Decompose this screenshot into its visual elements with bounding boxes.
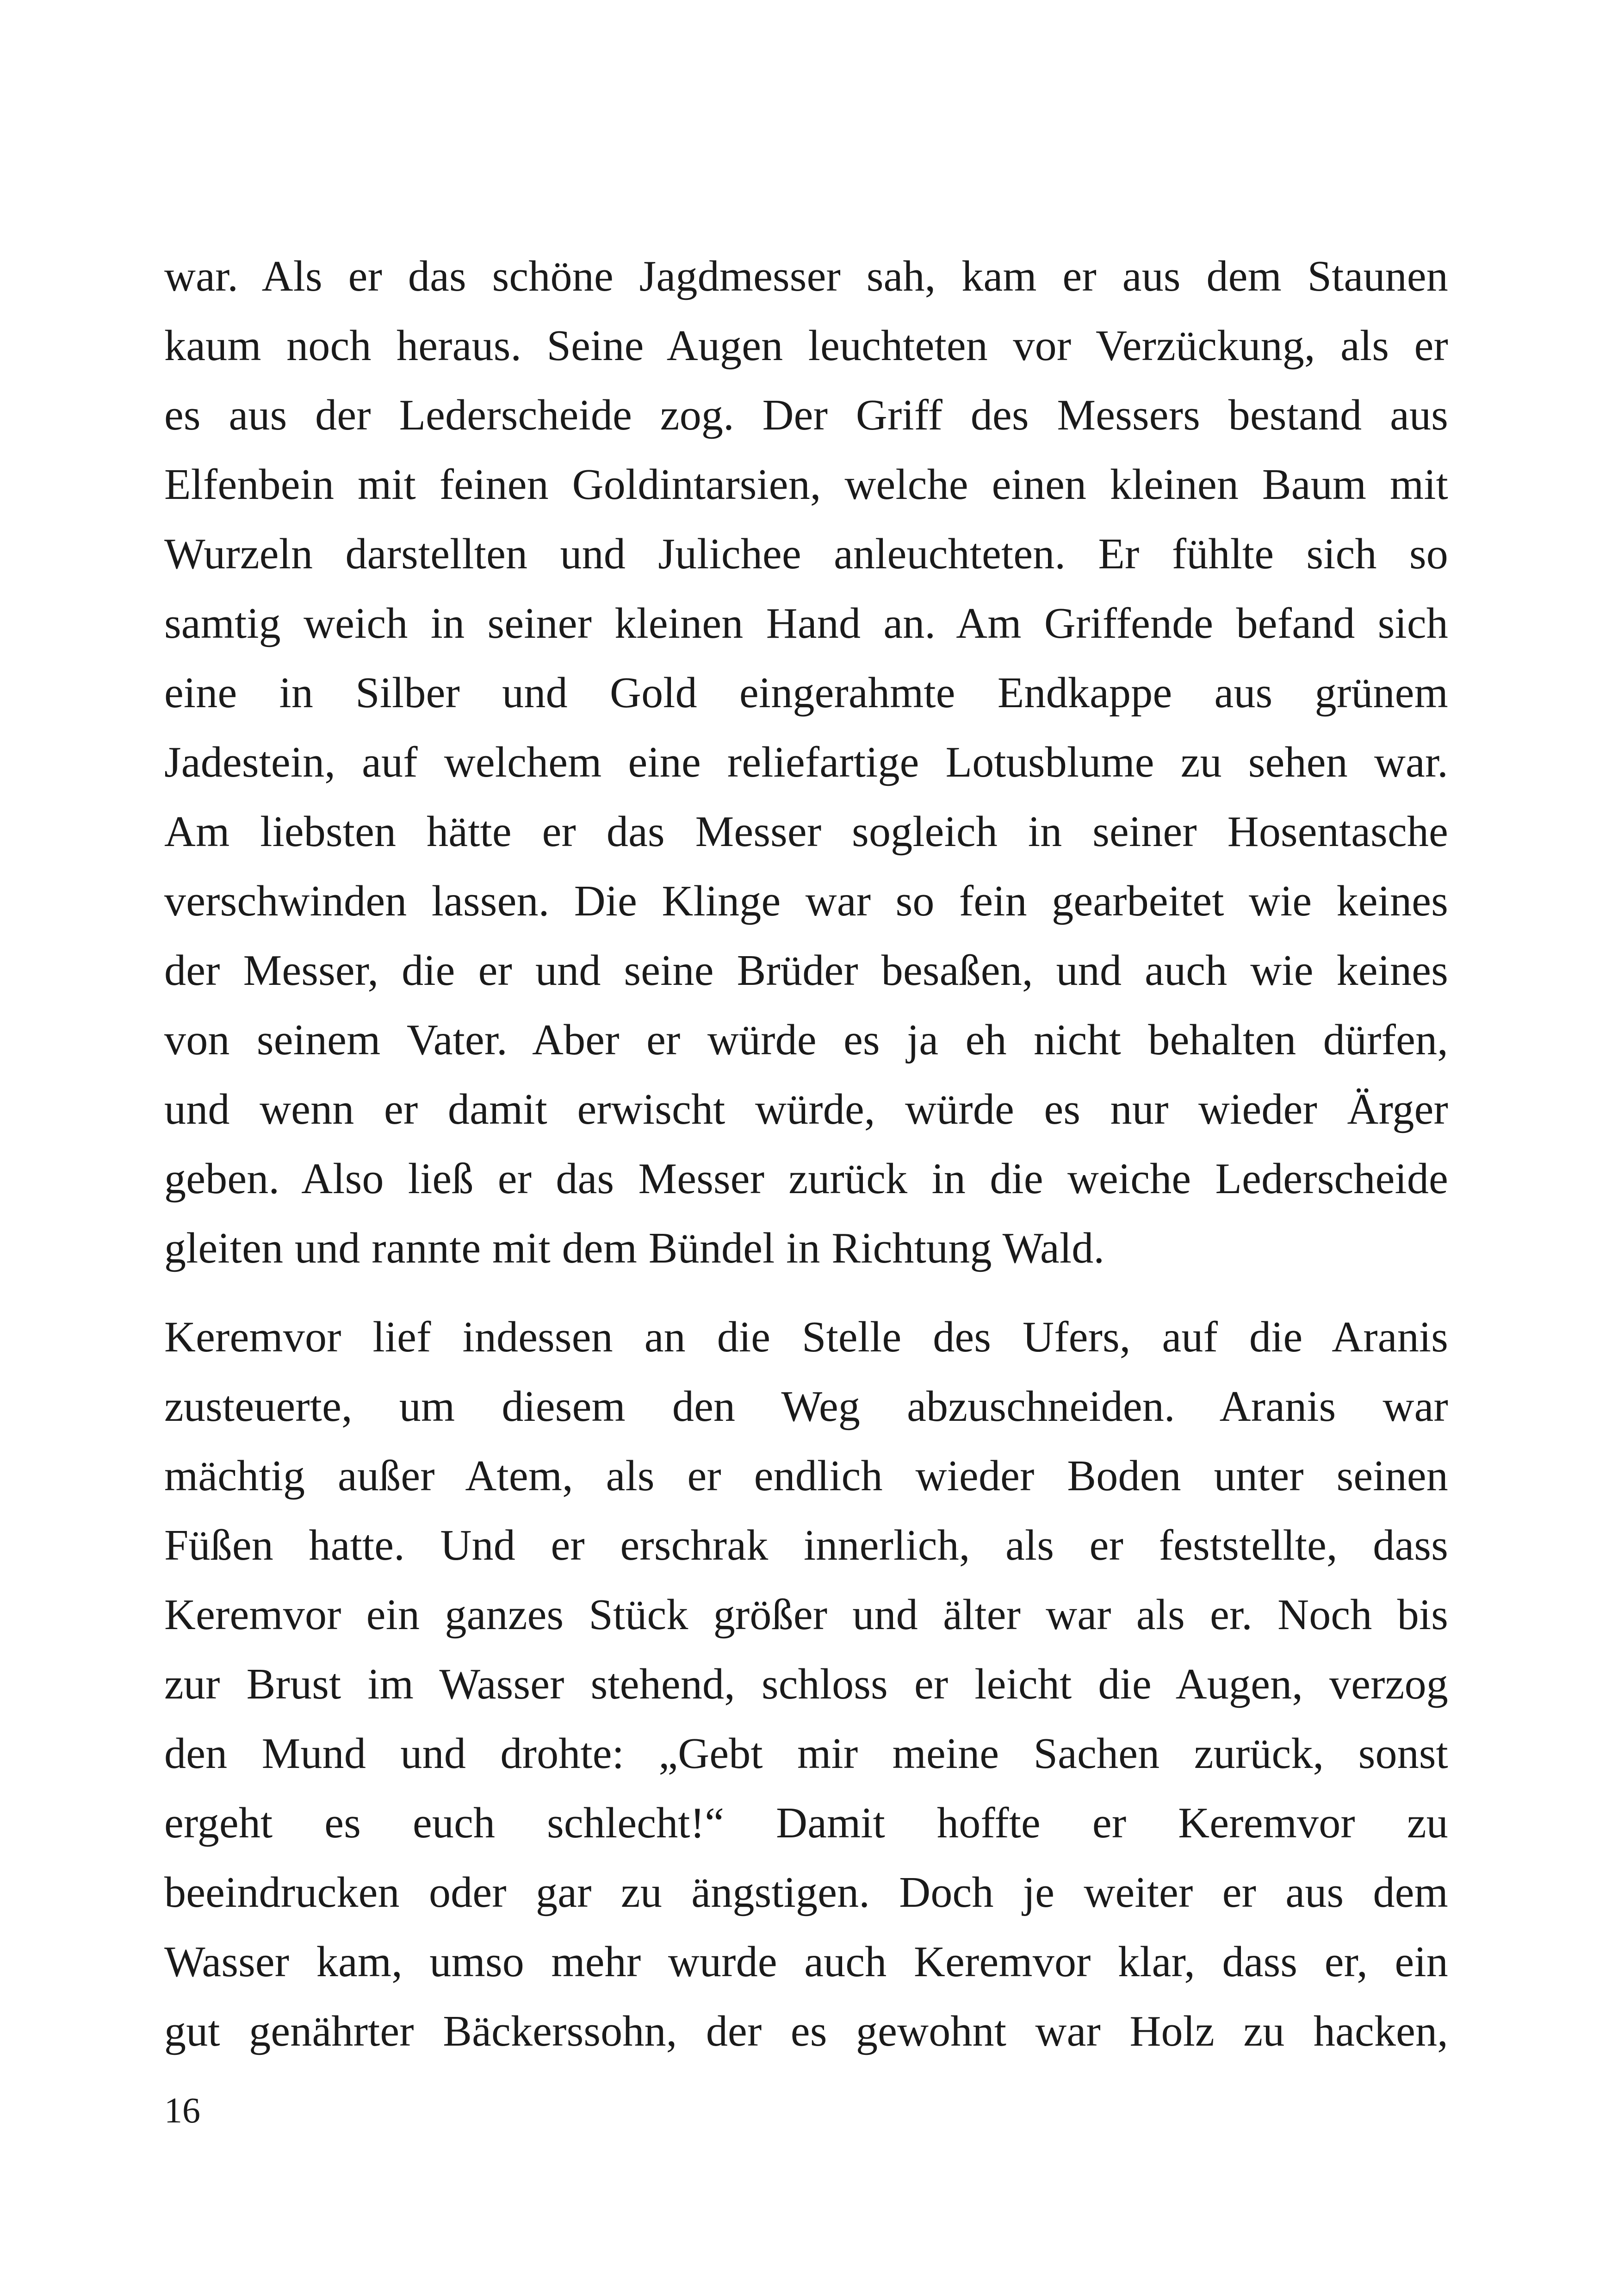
- text-line: eine in Silber und Gold eingerahmte Endkappe aus grünem: [164, 669, 1448, 717]
- text-line: geben. Also ließ er das Messer zurück in die weiche Lederscheide: [164, 1155, 1448, 1203]
- text-line: Wurzeln darstellten und Julichee anleuchteten. Er fühlte sich so: [164, 530, 1448, 578]
- text-line: beeindrucken oder gar zu ängstigen. Doch je weiter er aus dem: [164, 1868, 1448, 1916]
- text-line: Elfenbein mit feinen Goldintarsien, welche einen kleinen Baum mit: [164, 460, 1448, 509]
- text-line: Am liebsten hätte er das Messer sogleich in seiner Hosentasche: [164, 808, 1448, 856]
- text-line: und wenn er damit erwischt würde, würde es nur wieder Ärger: [164, 1085, 1448, 1133]
- text-line: Keremvor lief indessen an die Stelle des Ufers, auf die Aranis: [164, 1313, 1448, 1361]
- paragraph-2: [164, 1302, 1448, 2066]
- text-line: der Messer, die er und seine Brüder besaßen, und auch wie keines: [164, 946, 1448, 995]
- text-line: war. Als er das schöne Jagdmesser sah, kam er aus dem Staunen: [164, 252, 1448, 300]
- text-line: gut genährter Bäckerssohn, der es gewohnt war Holz zu hacken,: [164, 2007, 1448, 2055]
- text-line: es aus der Lederscheide zog. Der Griff des Messers bestand aus: [164, 391, 1448, 439]
- text-line: Wasser kam, umso mehr wurde auch Keremvor klar, dass er, ein: [164, 1938, 1448, 1986]
- text-line: Jadestein, auf welchem eine reliefartige Lotusblume zu sehen war.: [164, 738, 1448, 786]
- text-line: verschwinden lassen. Die Klinge war so fein gearbeitet wie keines: [164, 877, 1448, 925]
- text-line: kaum noch heraus. Seine Augen leuchteten vor Verzückung, als er: [164, 322, 1448, 370]
- text-line: gleiten und rannte mit dem Bündel in Richtung Wald.: [164, 1224, 1105, 1272]
- body-text: [164, 242, 1448, 2066]
- text-line: von seinem Vater. Aber er würde es ja eh nicht behalten dürfen,: [164, 1016, 1448, 1064]
- text-line: ergeht es euch schlecht!“ Damit hoffte er Keremvor zu: [164, 1799, 1448, 1847]
- page-number: 16: [164, 2090, 200, 2130]
- paragraph-1: [164, 242, 1448, 1283]
- text-line: zur Brust im Wasser stehend, schloss er leicht die Augen, verzog: [164, 1660, 1448, 1708]
- text-line: zusteuerte, um diesem den Weg abzuschneiden. Aranis war: [164, 1382, 1448, 1431]
- text-line: mächtig außer Atem, als er endlich wieder Boden unter seinen: [164, 1452, 1448, 1500]
- text-line: samtig weich in seiner kleinen Hand an. Am Griffende befand sich: [164, 599, 1448, 647]
- text-line: Keremvor ein ganzes Stück größer und älter war als er. Noch bis: [164, 1591, 1448, 1639]
- text-line: den Mund und drohte: „Gebt mir meine Sachen zurück, sonst: [164, 1730, 1448, 1778]
- text-line: Füßen hatte. Und er erschrak innerlich, als er feststellte, dass: [164, 1521, 1448, 1569]
